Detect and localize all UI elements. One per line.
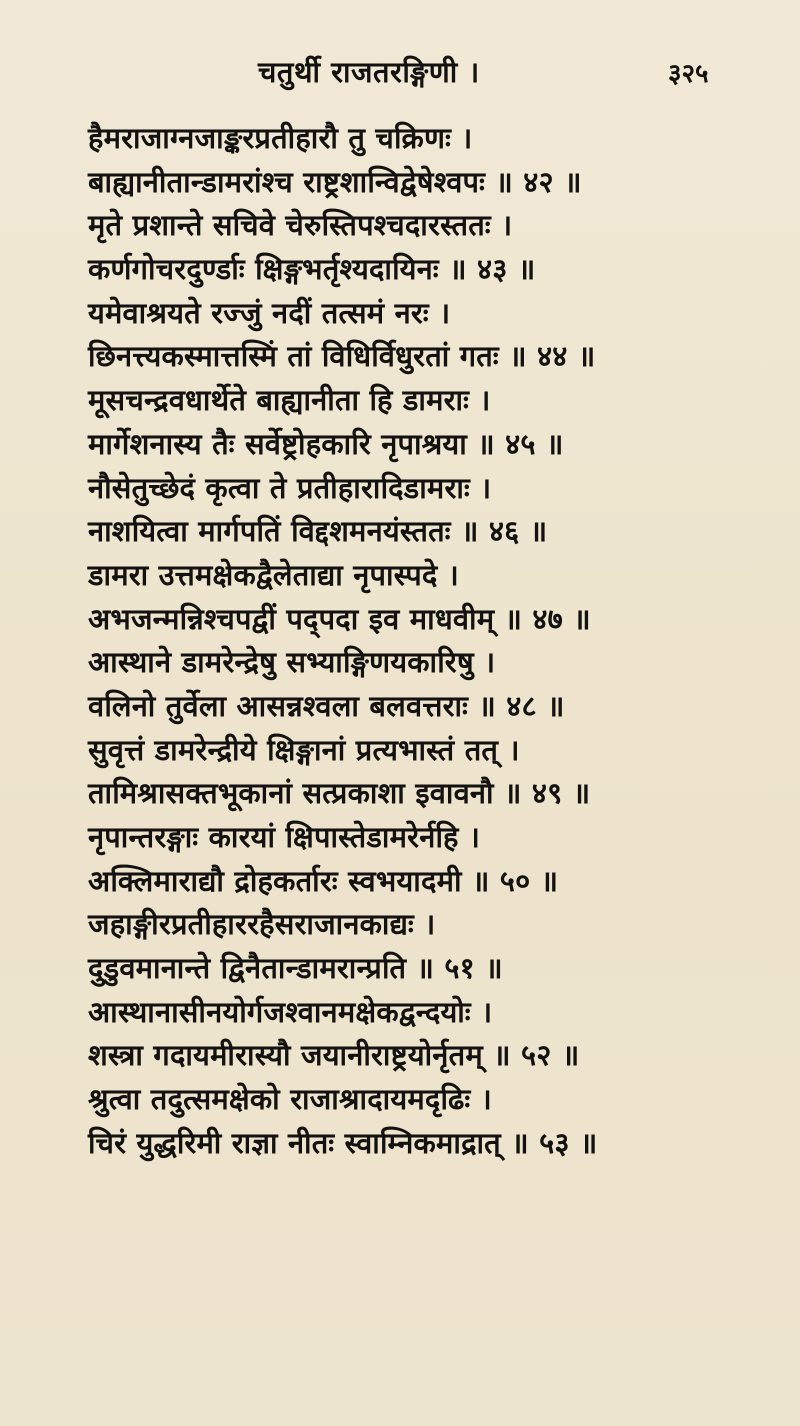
running-title: चतुर्थी राजतरङ्गिणी । xyxy=(258,55,480,89)
verse-43-line-1: मृते प्रशान्ते सचिवे चेरुस्तिपश्चदारस्ततः । xyxy=(88,208,513,243)
verse-45-line-1: मूसचन्द्रवधार्थेते बाह्यानीता हि डामराः । xyxy=(88,383,491,418)
page-number: ३२५ xyxy=(668,59,709,89)
verse-42-line-1: हैमराजाग्नजाङ्करप्रतीहारौ तु चक्रिणः । xyxy=(88,121,473,155)
verse-50-line-1: नृपान्तरङ्गाः कारयां क्षिपास्तेडामरेर्नहि । xyxy=(88,820,481,854)
verse-47-line-1: डामरा उत्तमक्षेकद्वैलेताद्या नृपास्पदे । xyxy=(88,557,459,592)
verse-48-line-2: वलिनो तुर्वेला आसन्नश्वला बलवत्तराः ॥ ४८ ॥ xyxy=(88,688,565,723)
verse-53-line-2: चिरं युद्धरिमी राज्ञा नीतः स्वाम्निकमाद्रात् ॥ ५३ ॥ xyxy=(88,1125,598,1160)
verse-46-line-1: नौसेतुच्छेदं कृत्वा ते प्रतीहारादिडामराः । xyxy=(88,470,492,505)
verse-44-line-1: यमेवाश्रयते रज्जुं नदीं तत्समं नरः । xyxy=(88,295,451,330)
verse-48-line-1: आस्थाने डामरेन्द्रेषु सभ्याङ्गिणयकारिषु । xyxy=(88,645,496,680)
verse-53-line-1: श्रुत्वा तदुत्समक्षेको राजाश्रादायमदृढिः । xyxy=(88,1082,492,1117)
verse-43-line-2: कर्णगोचरदुर्ण्डाः क्षिङ्गभर्तृश्यदायिनः ॥ ४३ ॥ xyxy=(88,252,536,287)
verse-42-line-2: बाह्यानीतान्डामरांश्च राष्ट्रशान्विद्वेषेश्वपः ॥ ४२ ॥ xyxy=(88,164,582,199)
verse-block xyxy=(88,118,788,1167)
verse-47-line-2: अभजन्मन्निश्चपद्वीं पद्पदा इव माधवीम् ॥ ४७ ॥ xyxy=(88,601,591,636)
verse-52-line-2: शस्त्रा गदायमीरास्यौ जयानीराष्ट्रयोर्नृतम् ॥ ५२ ॥ xyxy=(88,1038,580,1073)
verse-49-line-2: तामिश्रासक्तभूकानां सत्प्रकाशा इवावनौ ॥ ४९ ॥ xyxy=(88,776,591,811)
verse-44-line-2: छिनत्त्यकस्मात्तस्मिं तां विधिर्विधुरतां गतः ॥ ४४ ॥ xyxy=(88,339,596,374)
verse-50-line-2: अक्लिमाराद्यौ द्रोहकर्तारः स्वभयादमी ॥ ५० ॥ xyxy=(88,863,559,898)
verse-46-line-2: नाशयित्वा मार्गपतिं विद्दशमनयंस्ततः ॥ ४६ ॥ xyxy=(88,514,548,549)
verse-49-line-1: सुवृत्तं डामरेन्द्रीये क्षिङ्गानां प्रत्यभास्तं तत् । xyxy=(88,732,520,767)
page-header xyxy=(0,52,800,92)
verse-51-line-1: जहाङ्गीरप्रतीहाररहैसराजानकाद्यः । xyxy=(88,907,436,942)
verse-51-line-2: दुडुवमानान्ते द्विनैतान्डामरान्प्रति ॥ ५१ ॥ xyxy=(88,951,503,986)
verse-45-line-2: मार्गेशनास्य तैः सर्वेष्ट्रोहकारि नृपाश्रया ॥ ४५ ॥ xyxy=(88,426,564,461)
verse-52-line-1: आस्थानासीनयोर्गजश्वानमक्षेकद्वन्दयोः । xyxy=(88,994,493,1029)
